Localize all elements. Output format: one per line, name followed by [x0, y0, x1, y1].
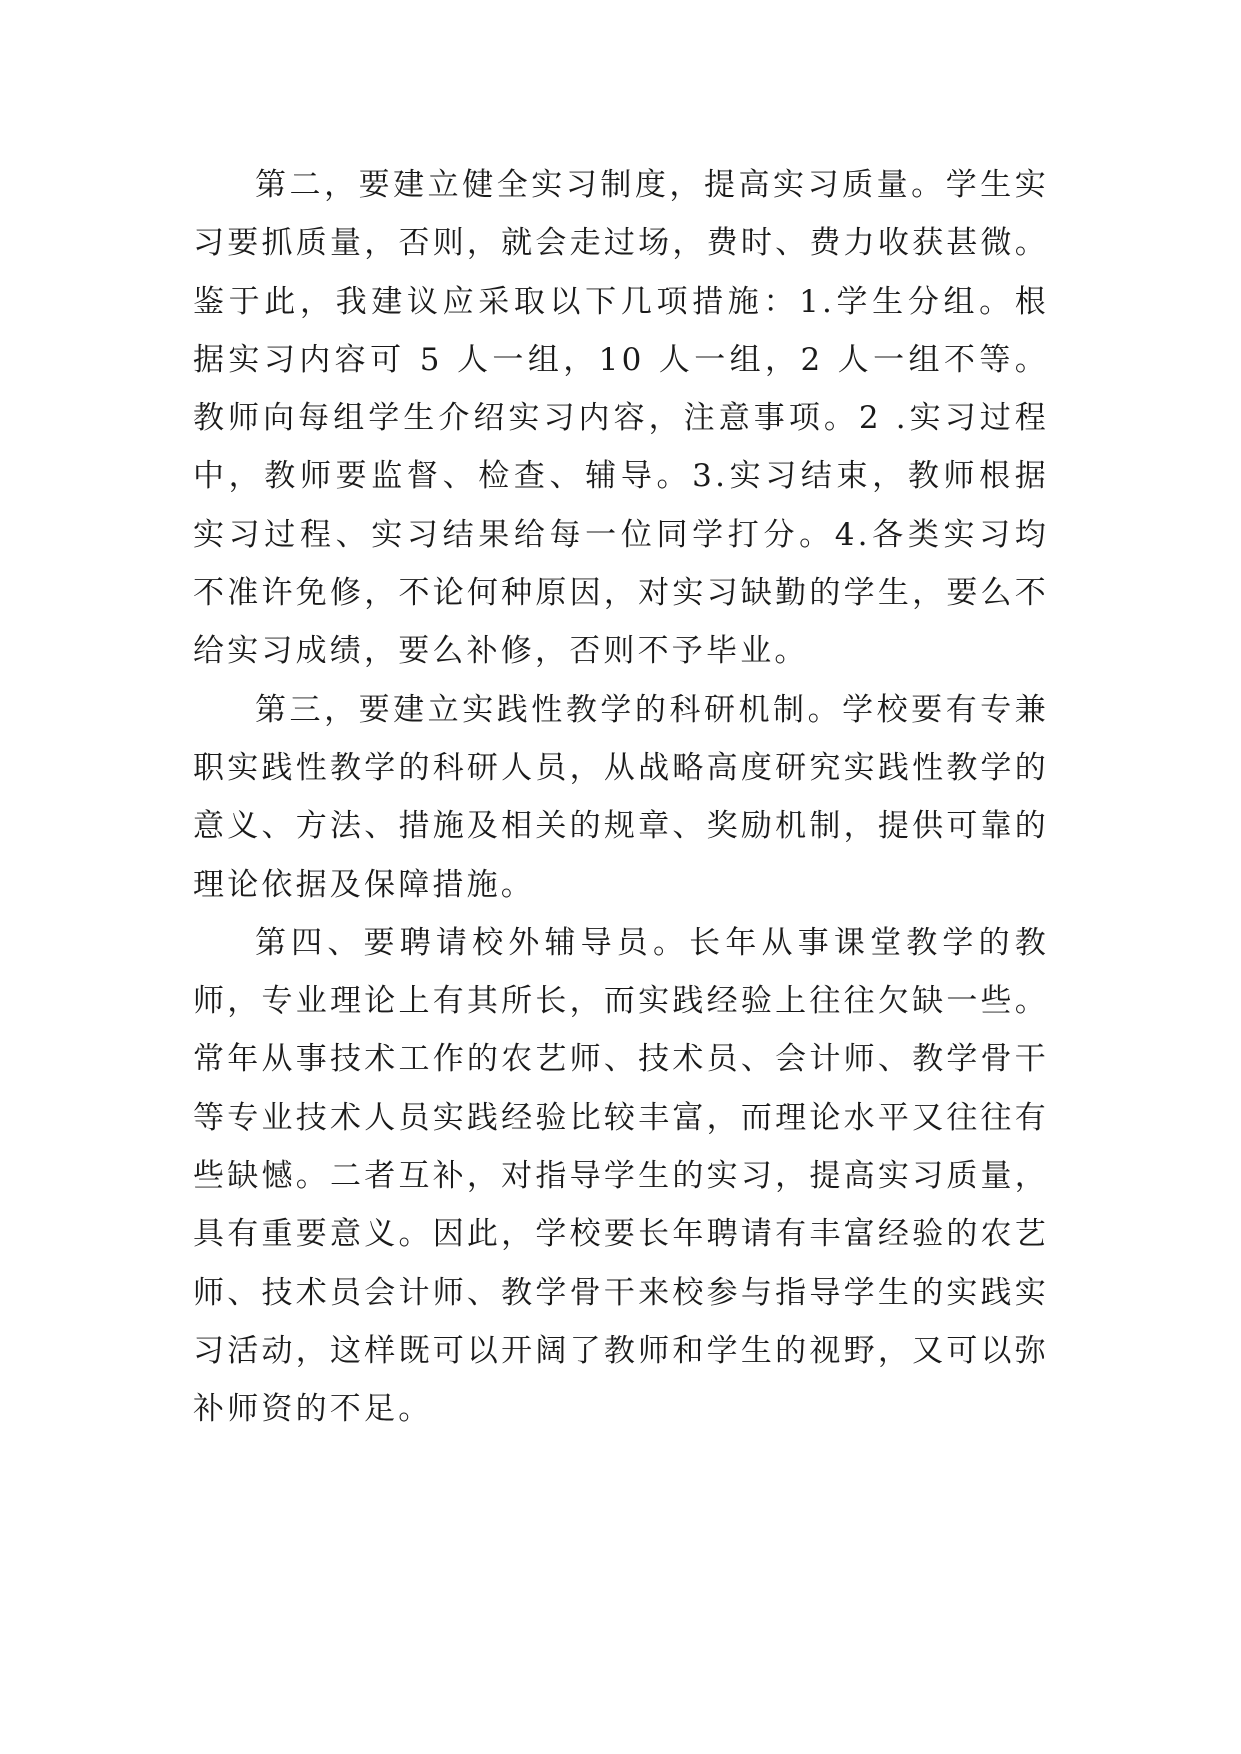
- paragraph-external-tutors: 第四、要聘请校外辅导员。长年从事课堂教学的教师，专业理论上有其所长，而实践经验上往往欠缺一些。常年从事技术工作的农艺师、技术员、会计师、教学骨干等专业技术人员实践经验比较丰富，而理论水平又往往有些缺憾。二者互补，对指导学生的实习，提高实习质量，具有重要意义。因此，学校要长年聘请有丰富经验的农艺师、技术员会计师、教学骨干来校参与指导学生的实践实习活动，这样既可以开阔了教师和学生的视野，又可以弥补师资的不足。: [193, 924, 1049, 1428]
- document-body: [193, 156, 1049, 1439]
- paragraph-internship-system: 第二，要建立健全实习制度，提高实习质量。学生实习要抓质量，否则，就会走过场，费时、费力收获甚微。鉴于此，我建议应采取以下几项措施：1.学生分组。根据实习内容可 5 人一组，10 人一组，2 人一组不等。教师向每组学生介绍实习内容，注意事项。2 .实习过程中，教师要监督、检查、辅导。3.实习结束，教师根据实习过程、实习结果给每一位同学打分。4.各类实习均不准许免修，不论何种原因，对实习缺勤的学生，要么不给实习成绩，要么补修，否则不予毕业。: [193, 167, 1049, 670]
- paragraph-research-mechanism: 第三，要建立实践性教学的科研机制。学校要有专兼职实践性教学的科研人员，从战略高度研究实践性教学的意义、方法、措施及相关的规章、奖励机制，提供可靠的理论依据及保障措施。: [193, 691, 1049, 903]
